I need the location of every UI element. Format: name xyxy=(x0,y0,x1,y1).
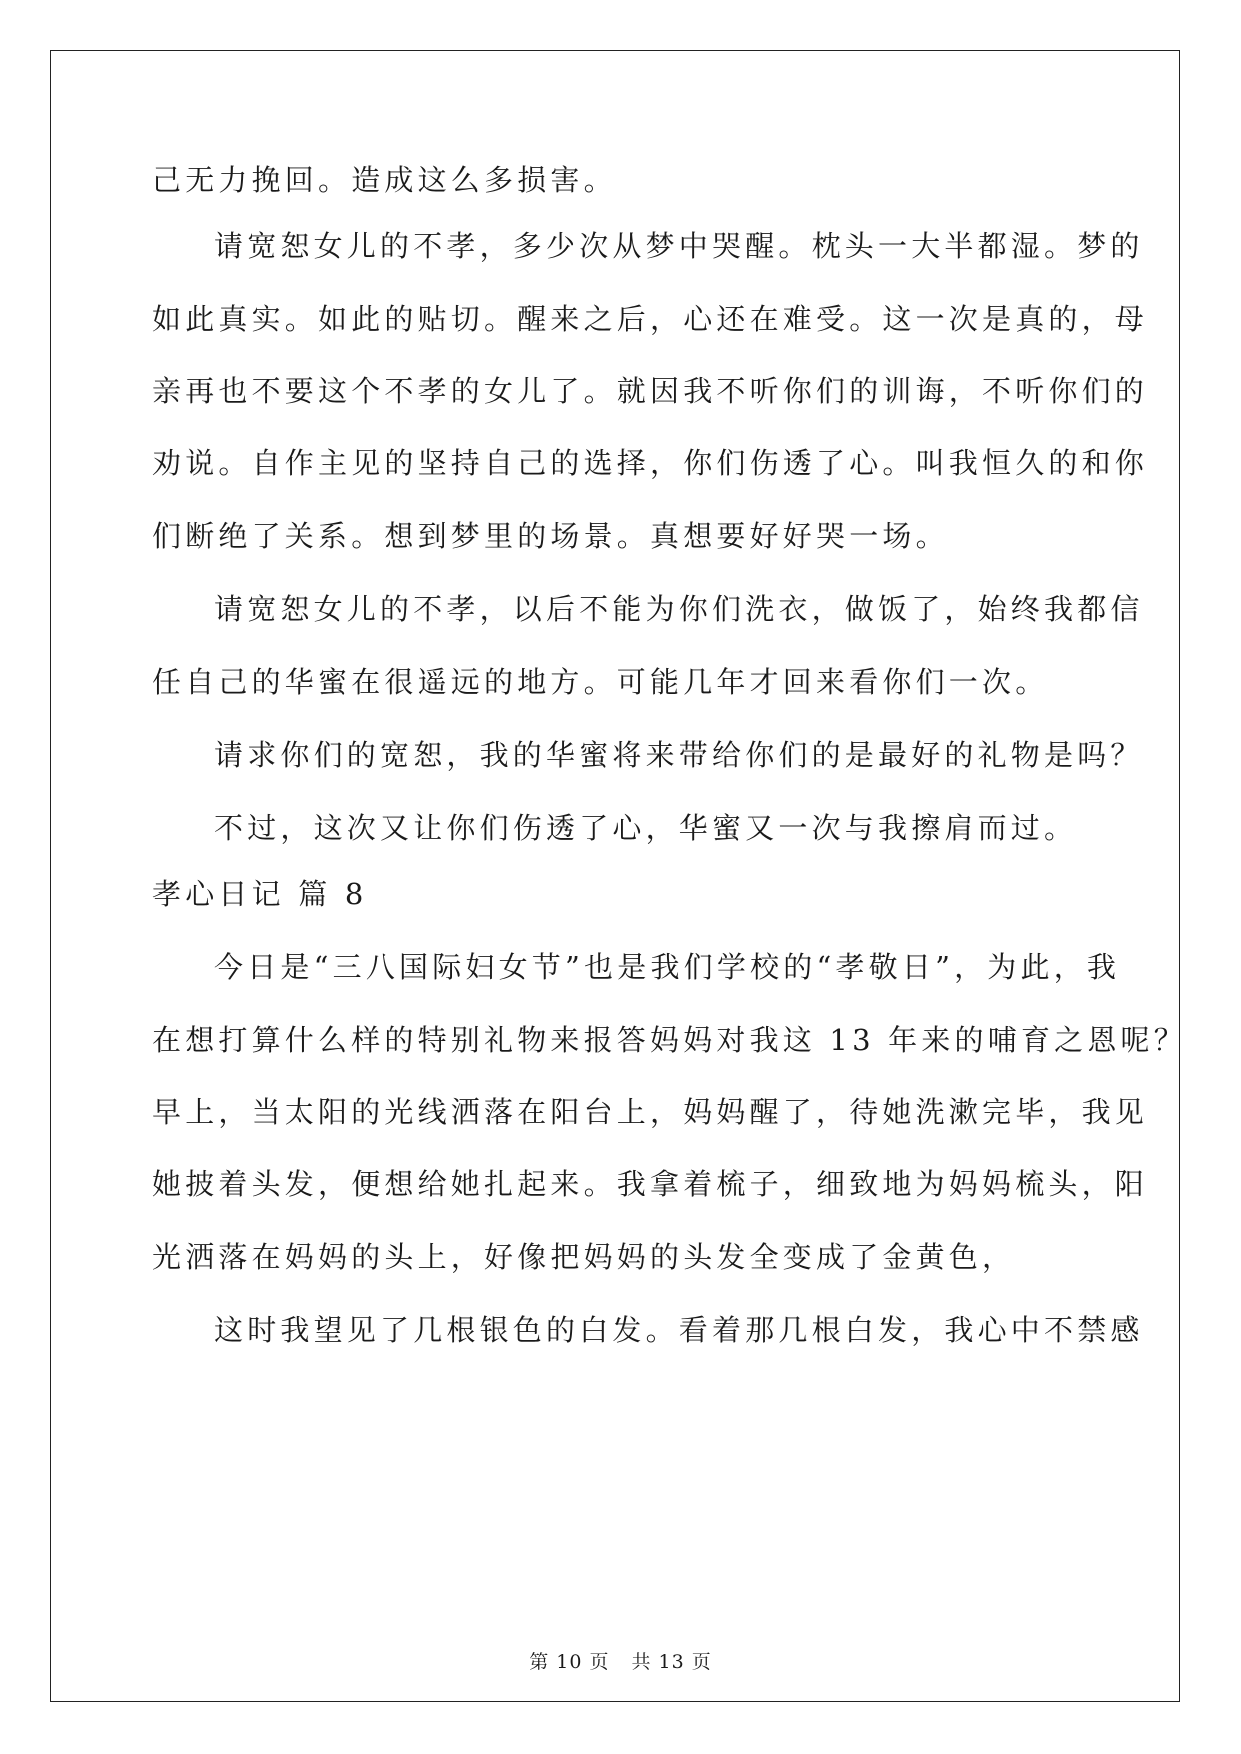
paragraph-start: 今日是“三八国际妇女节”也是我们学校的“孝敬日”，为此，我 xyxy=(214,950,1121,984)
body-line: 们断绝了关系。想到梦里的场景。真想要好好哭一场。 xyxy=(152,519,949,553)
body-line: 早上，当太阳的光线洒落在阳台上，妈妈醒了，待她洗漱完毕，我见 xyxy=(152,1095,1149,1129)
body-line: 亲再也不要这个不孝的女儿了。就因我不听你们的训诲，不听你们的 xyxy=(152,374,1149,408)
body-line: 任自己的华蜜在很遥远的地方。可能几年才回来看你们一次。 xyxy=(152,665,1049,699)
page-footer xyxy=(0,1650,1241,1674)
body-line: 她披着头发，便想给她扎起来。我拿着梳子，细致地为妈妈梳头，阳 xyxy=(152,1167,1149,1201)
paragraph-start: 不过，这次又让你们伤透了心，华蜜又一次与我擦肩而过。 xyxy=(214,811,1078,845)
body-line: 劝说。自作主见的坚持自己的选择，你们伤透了心。叫我恒久的和你 xyxy=(152,446,1149,480)
paragraph-start: 这时我望见了几根银色的白发。看着那几根白发，我心中不禁感 xyxy=(214,1313,1144,1347)
section-heading: 孝心日记 篇 8 xyxy=(152,877,368,911)
paragraph-start: 请宽恕女儿的不孝，多少次从梦中哭醒。枕头一大半都湿。梦的 xyxy=(214,229,1144,263)
paragraph-start: 请宽恕女儿的不孝，以后不能为你们洗衣，做饭了，始终我都信 xyxy=(214,592,1144,626)
body-line: 光洒落在妈妈的头上，好像把妈妈的头发全变成了金黄色， xyxy=(152,1240,1016,1274)
body-line: 己无力挽回。造成这么多损害。 xyxy=(152,163,617,197)
page-total: 共 13 页 xyxy=(631,1651,712,1673)
body-line: 在想打算什么样的特别礼物来报答妈妈对我这 13 年来的哺育之恩呢？ xyxy=(152,1023,1187,1057)
paragraph-start: 请求你们的宽恕，我的华蜜将来带给你们的是最好的礼物是吗？ xyxy=(214,738,1144,772)
page-number: 第 10 页 xyxy=(529,1651,610,1673)
body-line: 如此真实。如此的贴切。醒来之后，心还在难受。这一次是真的，母 xyxy=(152,302,1149,336)
